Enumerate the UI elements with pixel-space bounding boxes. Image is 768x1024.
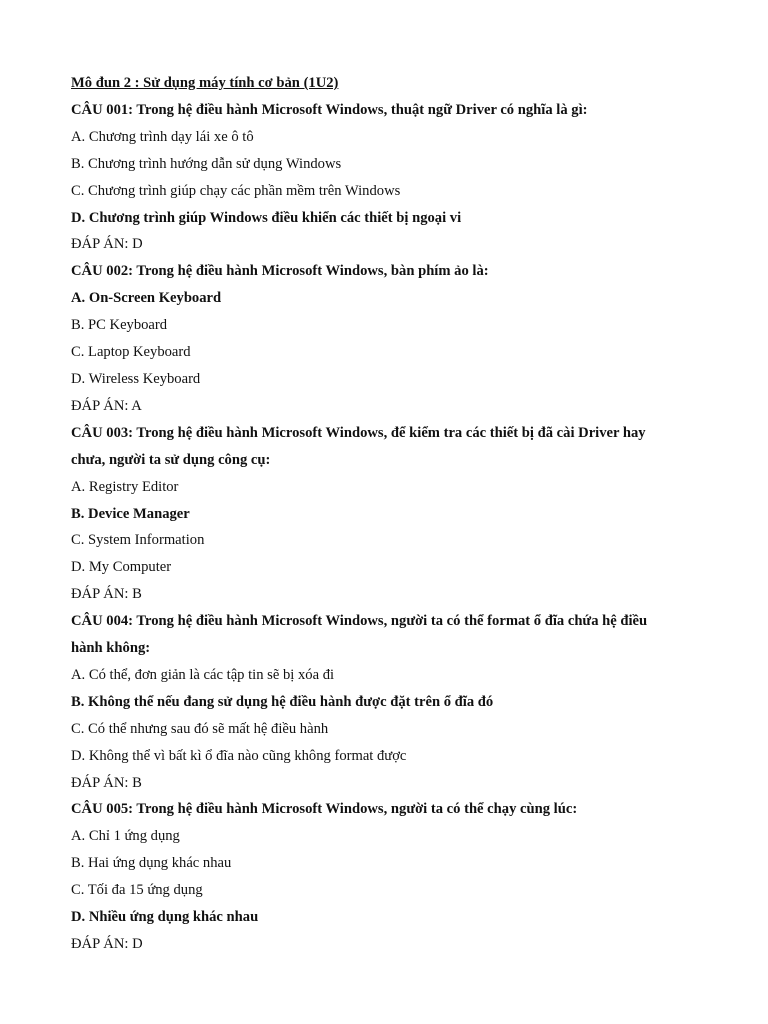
question-5-option-b: B. Hai ứng dụng khác nhau (71, 855, 232, 872)
question-3-option-d: D. My Computer (71, 559, 172, 576)
question-1-answer: ĐÁP ÁN: D (71, 236, 143, 253)
question-4-text-line-2: hành không: (71, 640, 151, 657)
question-3-option-c: C. System Information (71, 532, 205, 549)
question-4-text-line-1: CÂU 004: Trong hệ điều hành Microsoft Windows, người ta có thể format ổ đĩa chứa hệ điều (71, 613, 648, 630)
question-2-text: CÂU 002: Trong hệ điều hành Microsoft Windows, bàn phím ảo là: (71, 263, 489, 280)
question-5-text: CÂU 005: Trong hệ điều hành Microsoft Windows, người ta có thể chạy cùng lúc: (71, 801, 578, 818)
question-4-answer: ĐÁP ÁN: B (71, 774, 142, 791)
module-title: Mô đun 2 : Sử dụng máy tính cơ bản (1U2) (71, 75, 339, 91)
question-3-option-a: A. Registry Editor (71, 478, 179, 495)
question-2-option-a: A. On-Screen Keyboard (71, 290, 222, 307)
question-1-option-a: A. Chương trình dạy lái xe ô tô (71, 128, 254, 145)
question-2-option-d: D. Wireless Keyboard (71, 370, 201, 387)
question-1-option-d: D. Chương trình giúp Windows điều khiển các thiết bị ngoại vi (71, 209, 462, 226)
question-5-answer: ĐÁP ÁN: D (71, 936, 143, 952)
question-5-option-d: D. Nhiều ứng dụng khác nhau (71, 909, 259, 926)
question-4-option-a: A. Có thể, đơn giản là các tập tin sẽ bị xóa đi (71, 666, 335, 683)
question-4-option-d: D. Không thể vì bất kì ổ đĩa nào cũng không format được (71, 747, 407, 764)
question-2-answer: ĐÁP ÁN: A (71, 397, 142, 414)
question-1-text: CÂU 001: Trong hệ điều hành Microsoft Windows, thuật ngữ Driver có nghĩa là gì: (71, 101, 588, 118)
question-1-option-b: B. Chương trình hướng dẫn sử dụng Windows (71, 155, 342, 172)
question-3-text-line-1: CÂU 003: Trong hệ điều hành Microsoft Windows, để kiểm tra các thiết bị đã cài Driver hay (71, 424, 646, 441)
question-2-option-c: C. Laptop Keyboard (71, 344, 191, 361)
question-3-text-line-2: chưa, người ta sử dụng công cụ: (71, 451, 271, 468)
question-2-option-b: B. PC Keyboard (71, 317, 168, 334)
question-4-option-c: C. Có thể nhưng sau đó sẽ mất hệ điều hành (71, 720, 329, 737)
question-5-option-c: C. Tối đa 15 ứng dụng (71, 882, 203, 899)
question-3-answer: ĐÁP ÁN: B (71, 586, 142, 603)
question-5-option-a: A. Chỉ 1 ứng dụng (71, 828, 180, 845)
question-3-option-b: B. Device Manager (71, 505, 190, 522)
question-4-option-b: B. Không thể nếu đang sử dụng hệ điều hành được đặt trên ổ đĩa đó (71, 693, 494, 710)
question-1-option-c: C. Chương trình giúp chạy các phần mềm trên Windows (71, 182, 401, 199)
